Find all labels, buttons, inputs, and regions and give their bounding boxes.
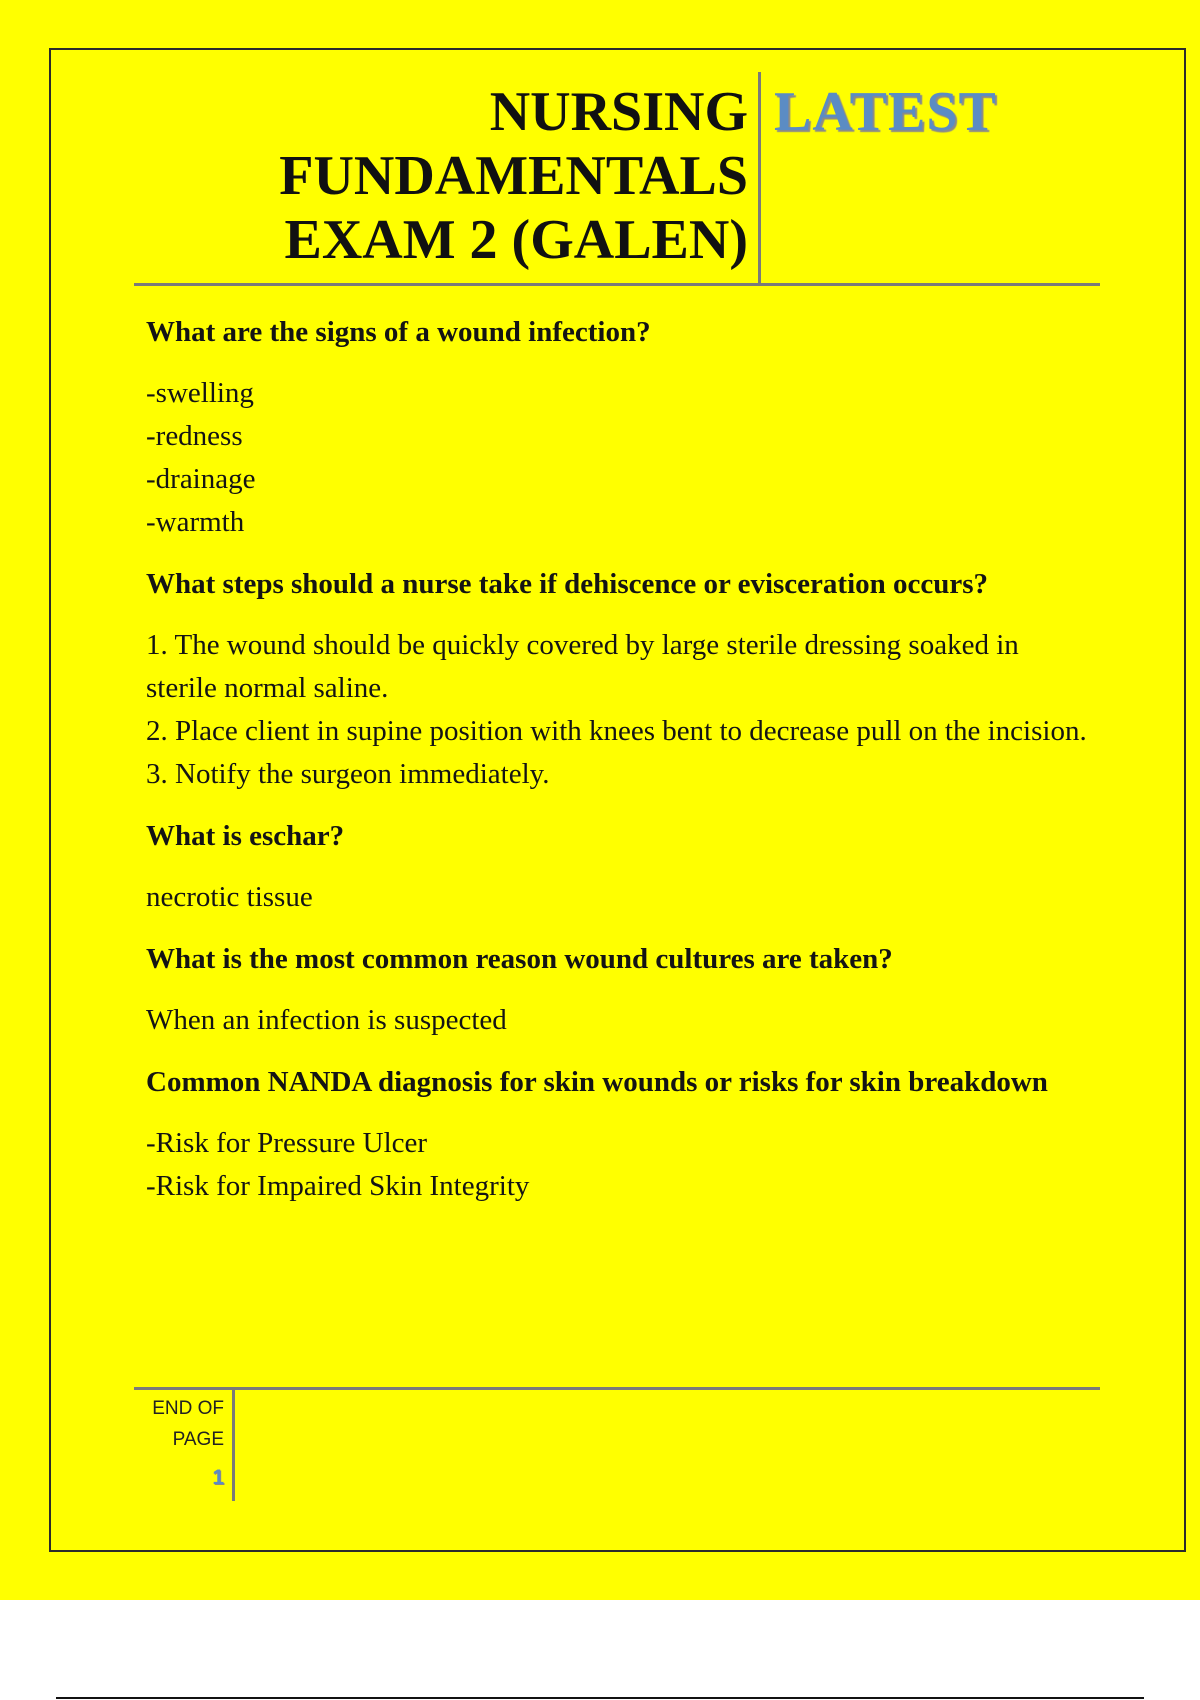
answer-line: -Risk for Pressure Ulcer bbox=[146, 1127, 428, 1159]
qa-content bbox=[146, 310, 1096, 1226]
answer-line: -swelling bbox=[146, 377, 254, 409]
qa-section bbox=[146, 937, 1096, 1042]
answer-line: -Risk for Impaired Skin Integrity bbox=[146, 1170, 530, 1202]
answer-line: 3. Notify the surgeon immediately. bbox=[146, 758, 550, 790]
title-line: FUNDAMENTALS bbox=[279, 145, 748, 207]
answer-line: -redness bbox=[146, 420, 243, 452]
answer-line: -warmth bbox=[146, 506, 245, 538]
title-line: EXAM 2 (GALEN) bbox=[284, 209, 748, 271]
question-heading: What steps should a nurse take if dehiscence or evisceration occurs? bbox=[146, 568, 989, 600]
qa-section bbox=[146, 1060, 1096, 1208]
question-heading: What is the most common reason wound cultures are taken? bbox=[146, 943, 893, 975]
question-heading: Common NANDA diagnosis for skin wounds or risks for skin breakdown bbox=[146, 1066, 1048, 1098]
bottom-rule bbox=[56, 1697, 1144, 1699]
page-number: 1 bbox=[212, 1466, 224, 1489]
qa-section bbox=[146, 310, 1096, 544]
question-heading: What are the signs of a wound infection? bbox=[146, 316, 651, 348]
answer-text bbox=[146, 999, 1096, 1042]
end-of-page-label bbox=[140, 1393, 224, 1455]
title-line: NURSING bbox=[489, 81, 748, 143]
answer-line: -drainage bbox=[146, 463, 256, 495]
question-heading: What is eschar? bbox=[146, 820, 345, 852]
footer-label-line: PAGE bbox=[172, 1429, 224, 1450]
answer-line: necrotic tissue bbox=[146, 881, 313, 913]
qa-section bbox=[146, 562, 1096, 796]
document-title bbox=[148, 80, 748, 272]
header-rule bbox=[134, 283, 1100, 286]
answer-text bbox=[146, 1122, 1096, 1208]
footer-label-line: END OF bbox=[152, 1398, 224, 1419]
header-divider bbox=[758, 72, 761, 284]
footer-divider bbox=[232, 1389, 235, 1501]
answer-text bbox=[146, 624, 1096, 796]
answer-text bbox=[146, 372, 1096, 544]
latest-badge: LATEST bbox=[774, 81, 997, 143]
footer-rule bbox=[134, 1387, 1100, 1390]
answer-line: When an infection is suspected bbox=[146, 1004, 507, 1036]
answer-line: 1. The wound should be quickly covered by large sterile dressing soaked in sterile normal saline. bbox=[146, 629, 1019, 704]
answer-text bbox=[146, 876, 1096, 919]
qa-section bbox=[146, 814, 1096, 919]
answer-line: 2. Place client in supine position with knees bent to decrease pull on the incision. bbox=[146, 715, 1087, 747]
